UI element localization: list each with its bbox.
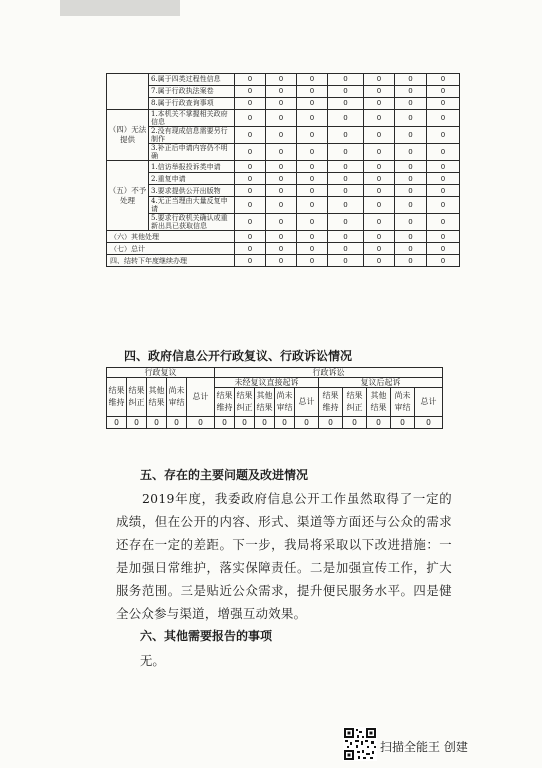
value-cell: 0: [395, 231, 427, 243]
value-cell: 0: [275, 417, 295, 429]
value-cell: 0: [427, 231, 460, 243]
section-5-paragraph: 2019年度，我委政府信息公开工作虽然取得了一定的成绩，但在公开的内容、形式、渠道等方面还与公众的需求还存在一定的差距。下一步，我局将采取以下改进措施：一是加强日常维护，落实保障责任。二是加强宣传工作，扩大服务范围。三是贴近公众需求，提升便民服务水平。四是健全公众参与渠道，增强互动效果。: [116, 491, 452, 621]
after-review-litigation-header: 复议后起诉: [319, 378, 443, 388]
value-cell: 0: [364, 231, 395, 243]
table-row: [107, 98, 460, 110]
value-cell: 0: [395, 173, 427, 185]
table-row: [107, 74, 460, 86]
value-cell: 0: [328, 255, 364, 267]
value-cell: 0: [364, 161, 395, 173]
value-cell: 0: [266, 255, 297, 267]
value-cell: 0: [364, 214, 395, 231]
request-handling-table: [106, 73, 460, 267]
row-label: （七）总计: [107, 243, 235, 255]
value-cell: 0: [297, 173, 328, 185]
after-total-header: 总计: [415, 388, 443, 417]
value-cell: 0: [395, 110, 427, 127]
direct-kept-header: 结果维持: [215, 388, 235, 417]
qr-code-icon: [343, 727, 377, 761]
value-cell: 0: [364, 86, 395, 98]
value-cell: 0: [297, 197, 328, 214]
value-cell: 0: [235, 231, 266, 243]
value-cell: 0: [395, 214, 427, 231]
value-cell: 0: [328, 173, 364, 185]
value-cell: 0: [395, 161, 427, 173]
section-6-content: 无。: [140, 653, 165, 668]
value-cell: 0: [395, 243, 427, 255]
section-4-heading: 四、政府信息公开行政复议、行政诉讼情况: [124, 349, 353, 363]
table-row: [107, 197, 460, 214]
value-cell: 0: [364, 127, 395, 144]
value-cell: 0: [319, 417, 343, 429]
after-kept-header: 结果维持: [319, 388, 343, 417]
item-label: 8.属于行政查询事项: [149, 98, 235, 110]
value-cell: 0: [395, 127, 427, 144]
value-cell: 0: [328, 197, 364, 214]
value-cell: 0: [297, 243, 328, 255]
item-label: 3.要求提供公开出版物: [149, 185, 235, 197]
item-label: 1.本机关不掌握相关政府信息: [149, 110, 235, 127]
value-cell: 0: [427, 98, 460, 110]
value-cell: 0: [297, 255, 328, 267]
direct-total-header: 总计: [295, 388, 319, 417]
value-cell: 0: [328, 86, 364, 98]
value-cell: 0: [427, 255, 460, 267]
table-row: [107, 243, 460, 255]
value-cell: 0: [395, 74, 427, 86]
item-label: 5.要求行政机关确认或重新出具已获取信息: [149, 214, 235, 231]
value-cell: 0: [395, 98, 427, 110]
section-6-heading: 六、其他需要报告的事项: [140, 629, 273, 643]
value-cell: 0: [364, 255, 395, 267]
value-cell: 0: [328, 185, 364, 197]
value-cell: 0: [328, 74, 364, 86]
scan-top-strip: [60, 0, 180, 16]
value-cell: 0: [328, 127, 364, 144]
value-cell: 0: [328, 231, 364, 243]
value-cell: 0: [427, 110, 460, 127]
group-label: [107, 74, 149, 110]
value-cell: 0: [427, 144, 460, 161]
value-cell: 0: [427, 161, 460, 173]
table-row: [107, 231, 460, 243]
value-cell: 0: [297, 185, 328, 197]
value-cell: 0: [297, 144, 328, 161]
value-cell: 0: [266, 86, 297, 98]
value-cell: 0: [167, 417, 187, 429]
value-cell: 0: [364, 74, 395, 86]
item-label: 7.属于行政执法案卷: [149, 86, 235, 98]
table-row: [107, 173, 460, 185]
value-cell: 0: [395, 197, 427, 214]
review-other-header: 其他结果: [147, 378, 167, 417]
value-cell: 0: [427, 127, 460, 144]
value-cell: 0: [235, 197, 266, 214]
item-label: 2.没有现成信息需要另行制作: [149, 127, 235, 144]
value-cell: 0: [235, 243, 266, 255]
value-cell: 0: [297, 231, 328, 243]
table-row: [107, 255, 460, 267]
value-cell: 0: [427, 173, 460, 185]
value-cell: 0: [266, 173, 297, 185]
table-row: [107, 127, 460, 144]
value-cell: 0: [427, 197, 460, 214]
value-cell: 0: [266, 185, 297, 197]
value-cell: 0: [235, 255, 266, 267]
value-cell: 0: [415, 417, 443, 429]
item-label: 6.属于四类过程性信息: [149, 74, 235, 86]
value-cell: 0: [235, 173, 266, 185]
direct-other-header: 其他结果: [255, 388, 275, 417]
scanner-watermark: 扫描全能王 创建: [380, 740, 468, 754]
section-5-heading: 五、存在的主要问题及改进情况: [140, 468, 309, 482]
value-cell: 0: [147, 417, 167, 429]
value-cell: 0: [266, 214, 297, 231]
value-cell: 0: [297, 161, 328, 173]
row-label: 四、结转下年度继续办理: [107, 255, 235, 267]
value-cell: 0: [235, 161, 266, 173]
table-row: [107, 161, 460, 173]
direct-litigation-header: 未经复议直接起诉: [215, 378, 319, 388]
value-cell: 0: [364, 185, 395, 197]
value-cell: 0: [235, 98, 266, 110]
review-litigation-table: [106, 367, 443, 429]
value-cell: 0: [364, 243, 395, 255]
review-header: 行政复议: [107, 368, 215, 378]
value-cell: 0: [297, 98, 328, 110]
value-cell: 0: [427, 185, 460, 197]
value-cell: 0: [266, 127, 297, 144]
value-cell: 0: [297, 86, 328, 98]
table-row: [107, 86, 460, 98]
value-cell: 0: [266, 231, 297, 243]
value-cell: 0: [395, 255, 427, 267]
value-cell: 0: [235, 214, 266, 231]
table-row: [107, 214, 460, 231]
value-cell: 0: [266, 243, 297, 255]
value-cell: 0: [328, 110, 364, 127]
value-cell: 0: [235, 110, 266, 127]
value-cell: 0: [427, 243, 460, 255]
value-cell: 0: [235, 185, 266, 197]
item-label: 1.信访举报投诉类申请: [149, 161, 235, 173]
review-pending-header: 尚未审结: [167, 378, 187, 417]
review-corrected-header: 结果纠正: [127, 378, 147, 417]
review-total-header: 总计: [187, 378, 215, 417]
value-cell: 0: [127, 417, 147, 429]
direct-corrected-header: 结果纠正: [235, 388, 255, 417]
table-row: [107, 144, 460, 161]
litigation-header: 行政诉讼: [215, 368, 443, 378]
value-cell: 0: [215, 417, 235, 429]
value-cell: 0: [255, 417, 275, 429]
value-cell: 0: [427, 86, 460, 98]
value-cell: 0: [297, 110, 328, 127]
value-cell: 0: [395, 185, 427, 197]
value-cell: 0: [266, 144, 297, 161]
value-cell: 0: [364, 110, 395, 127]
value-cell: 0: [328, 161, 364, 173]
value-cell: 0: [364, 98, 395, 110]
after-pending-header: 尚未审结: [391, 388, 415, 417]
value-cell: 0: [266, 74, 297, 86]
value-cell: 0: [107, 417, 127, 429]
after-other-header: 其他结果: [367, 388, 391, 417]
value-cell: 0: [364, 173, 395, 185]
value-cell: 0: [328, 98, 364, 110]
group-label: （四）无法提供: [107, 110, 149, 161]
review-kept-header: 结果维持: [107, 378, 127, 417]
value-cell: 0: [297, 127, 328, 144]
value-cell: 0: [343, 417, 367, 429]
item-label: 3.补正后申请内容仍不明确: [149, 144, 235, 161]
value-cell: 0: [427, 74, 460, 86]
value-cell: 0: [364, 144, 395, 161]
after-corrected-header: 结果纠正: [343, 388, 367, 417]
value-cell: 0: [367, 417, 391, 429]
value-cell: 0: [266, 110, 297, 127]
value-cell: 0: [297, 214, 328, 231]
value-cell: 0: [187, 417, 215, 429]
item-label: 2.重复申请: [149, 173, 235, 185]
value-cell: 0: [295, 417, 319, 429]
value-cell: 0: [235, 127, 266, 144]
value-cell: 0: [391, 417, 415, 429]
value-cell: 0: [395, 144, 427, 161]
value-cell: 0: [427, 214, 460, 231]
value-cell: 0: [328, 144, 364, 161]
table-row: [107, 185, 460, 197]
value-cell: 0: [235, 417, 255, 429]
value-cell: 0: [395, 86, 427, 98]
value-cell: 0: [328, 243, 364, 255]
direct-pending-header: 尚未审结: [275, 388, 295, 417]
value-cell: 0: [235, 86, 266, 98]
value-cell: 0: [297, 74, 328, 86]
group-label: （五）不予处理: [107, 161, 149, 231]
value-cell: 0: [364, 197, 395, 214]
value-cell: 0: [266, 161, 297, 173]
value-cell: 0: [266, 98, 297, 110]
value-cell: 0: [328, 214, 364, 231]
value-cell: 0: [266, 197, 297, 214]
item-label: 4.无正当理由大量反复申请: [149, 197, 235, 214]
value-cell: 0: [235, 144, 266, 161]
table-row: [107, 110, 460, 127]
value-cell: 0: [235, 74, 266, 86]
row-label: （六）其他处理: [107, 231, 235, 243]
